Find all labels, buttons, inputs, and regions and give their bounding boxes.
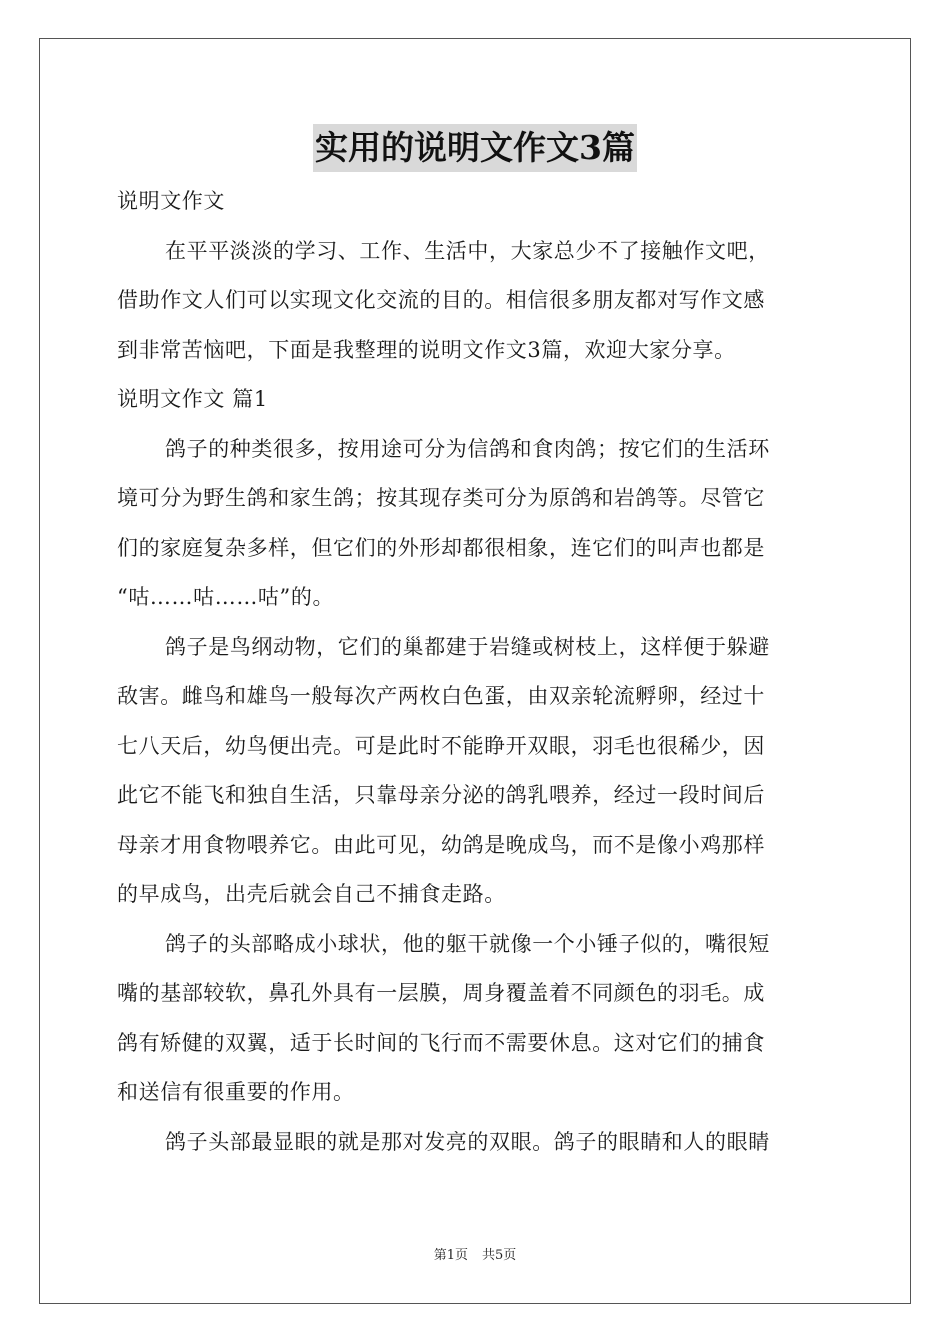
paragraph-line: 到非常苦恼吧，下面是我整理的说明文作文3篇，欢迎大家分享。 — [117, 337, 736, 362]
document-body — [117, 177, 833, 1167]
paragraph-line: 鸽有矫健的双翼，适于长时间的飞行而不需要休息。这对它们的捕食 — [117, 1030, 765, 1055]
paragraph-line: 鸽子的头部略成小球状，他的躯干就像一个小锤子似的，嘴很短 — [165, 931, 770, 956]
section-heading: 说明文作文 — [117, 189, 225, 213]
paragraph-line: 在平平淡淡的学习、工作、生活中，大家总少不了接触作文吧， — [165, 238, 770, 263]
paragraph-line: 此它不能飞和独自生活，只靠母亲分泌的鸽乳喂养，经过一段时间后 — [117, 783, 765, 807]
paragraph-line: 鸽子是鸟纲动物，它们的巢都建于岩缝或树枝上，这样便于躲避 — [165, 634, 770, 659]
paragraph-line: 鸽子的种类很多，按用途可分为信鸽和食肉鸽；按它们的生活环 — [165, 436, 770, 461]
paragraph-line: 敌害。雌鸟和雄鸟一般每次产两枚白色蛋，由双亲轮流孵卵，经过十 — [117, 684, 765, 708]
page-total: 共5页 — [482, 1248, 517, 1263]
paragraph-line: 鸽子头部最显眼的就是那对发亮的双眼。鸽子的眼睛和人的眼睛 — [165, 1129, 770, 1154]
paragraph-line: 七八天后，幼鸟便出壳。可是此时不能睁开双眼，羽毛也很稀少，因 — [117, 733, 765, 758]
document-title: 实用的说明文作文3篇 — [313, 124, 637, 172]
title-wrap — [0, 124, 950, 172]
paragraph-line: 的早成鸟，出壳后就会自己不捕食走路。 — [117, 882, 506, 906]
page-footer — [0, 1244, 950, 1263]
section-heading: 说明文作文 篇1 — [117, 387, 268, 411]
paragraph-line: 境可分为野生鸽和家生鸽；按其现存类可分为原鸽和岩鸽等。尽管它 — [117, 486, 765, 510]
paragraph-line: “咕……咕……咕”的。 — [117, 585, 335, 609]
paragraph-line: 嘴的基部较软，鼻孔外具有一层膜，周身覆盖着不同颜色的羽毛。成 — [117, 981, 765, 1005]
paragraph-line: 和送信有很重要的作用。 — [117, 1080, 355, 1104]
paragraph-line: 们的家庭复杂多样，但它们的外形却都很相象，连它们的叫声也都是 — [117, 535, 765, 560]
paragraph-line: 母亲才用食物喂养它。由此可见，幼鸽是晚成鸟，而不是像小鸡那样 — [117, 832, 765, 857]
paragraph-line: 借助作文人们可以实现文化交流的目的。相信很多朋友都对写作文感 — [117, 288, 765, 312]
page-number: 第1页 — [433, 1248, 468, 1263]
